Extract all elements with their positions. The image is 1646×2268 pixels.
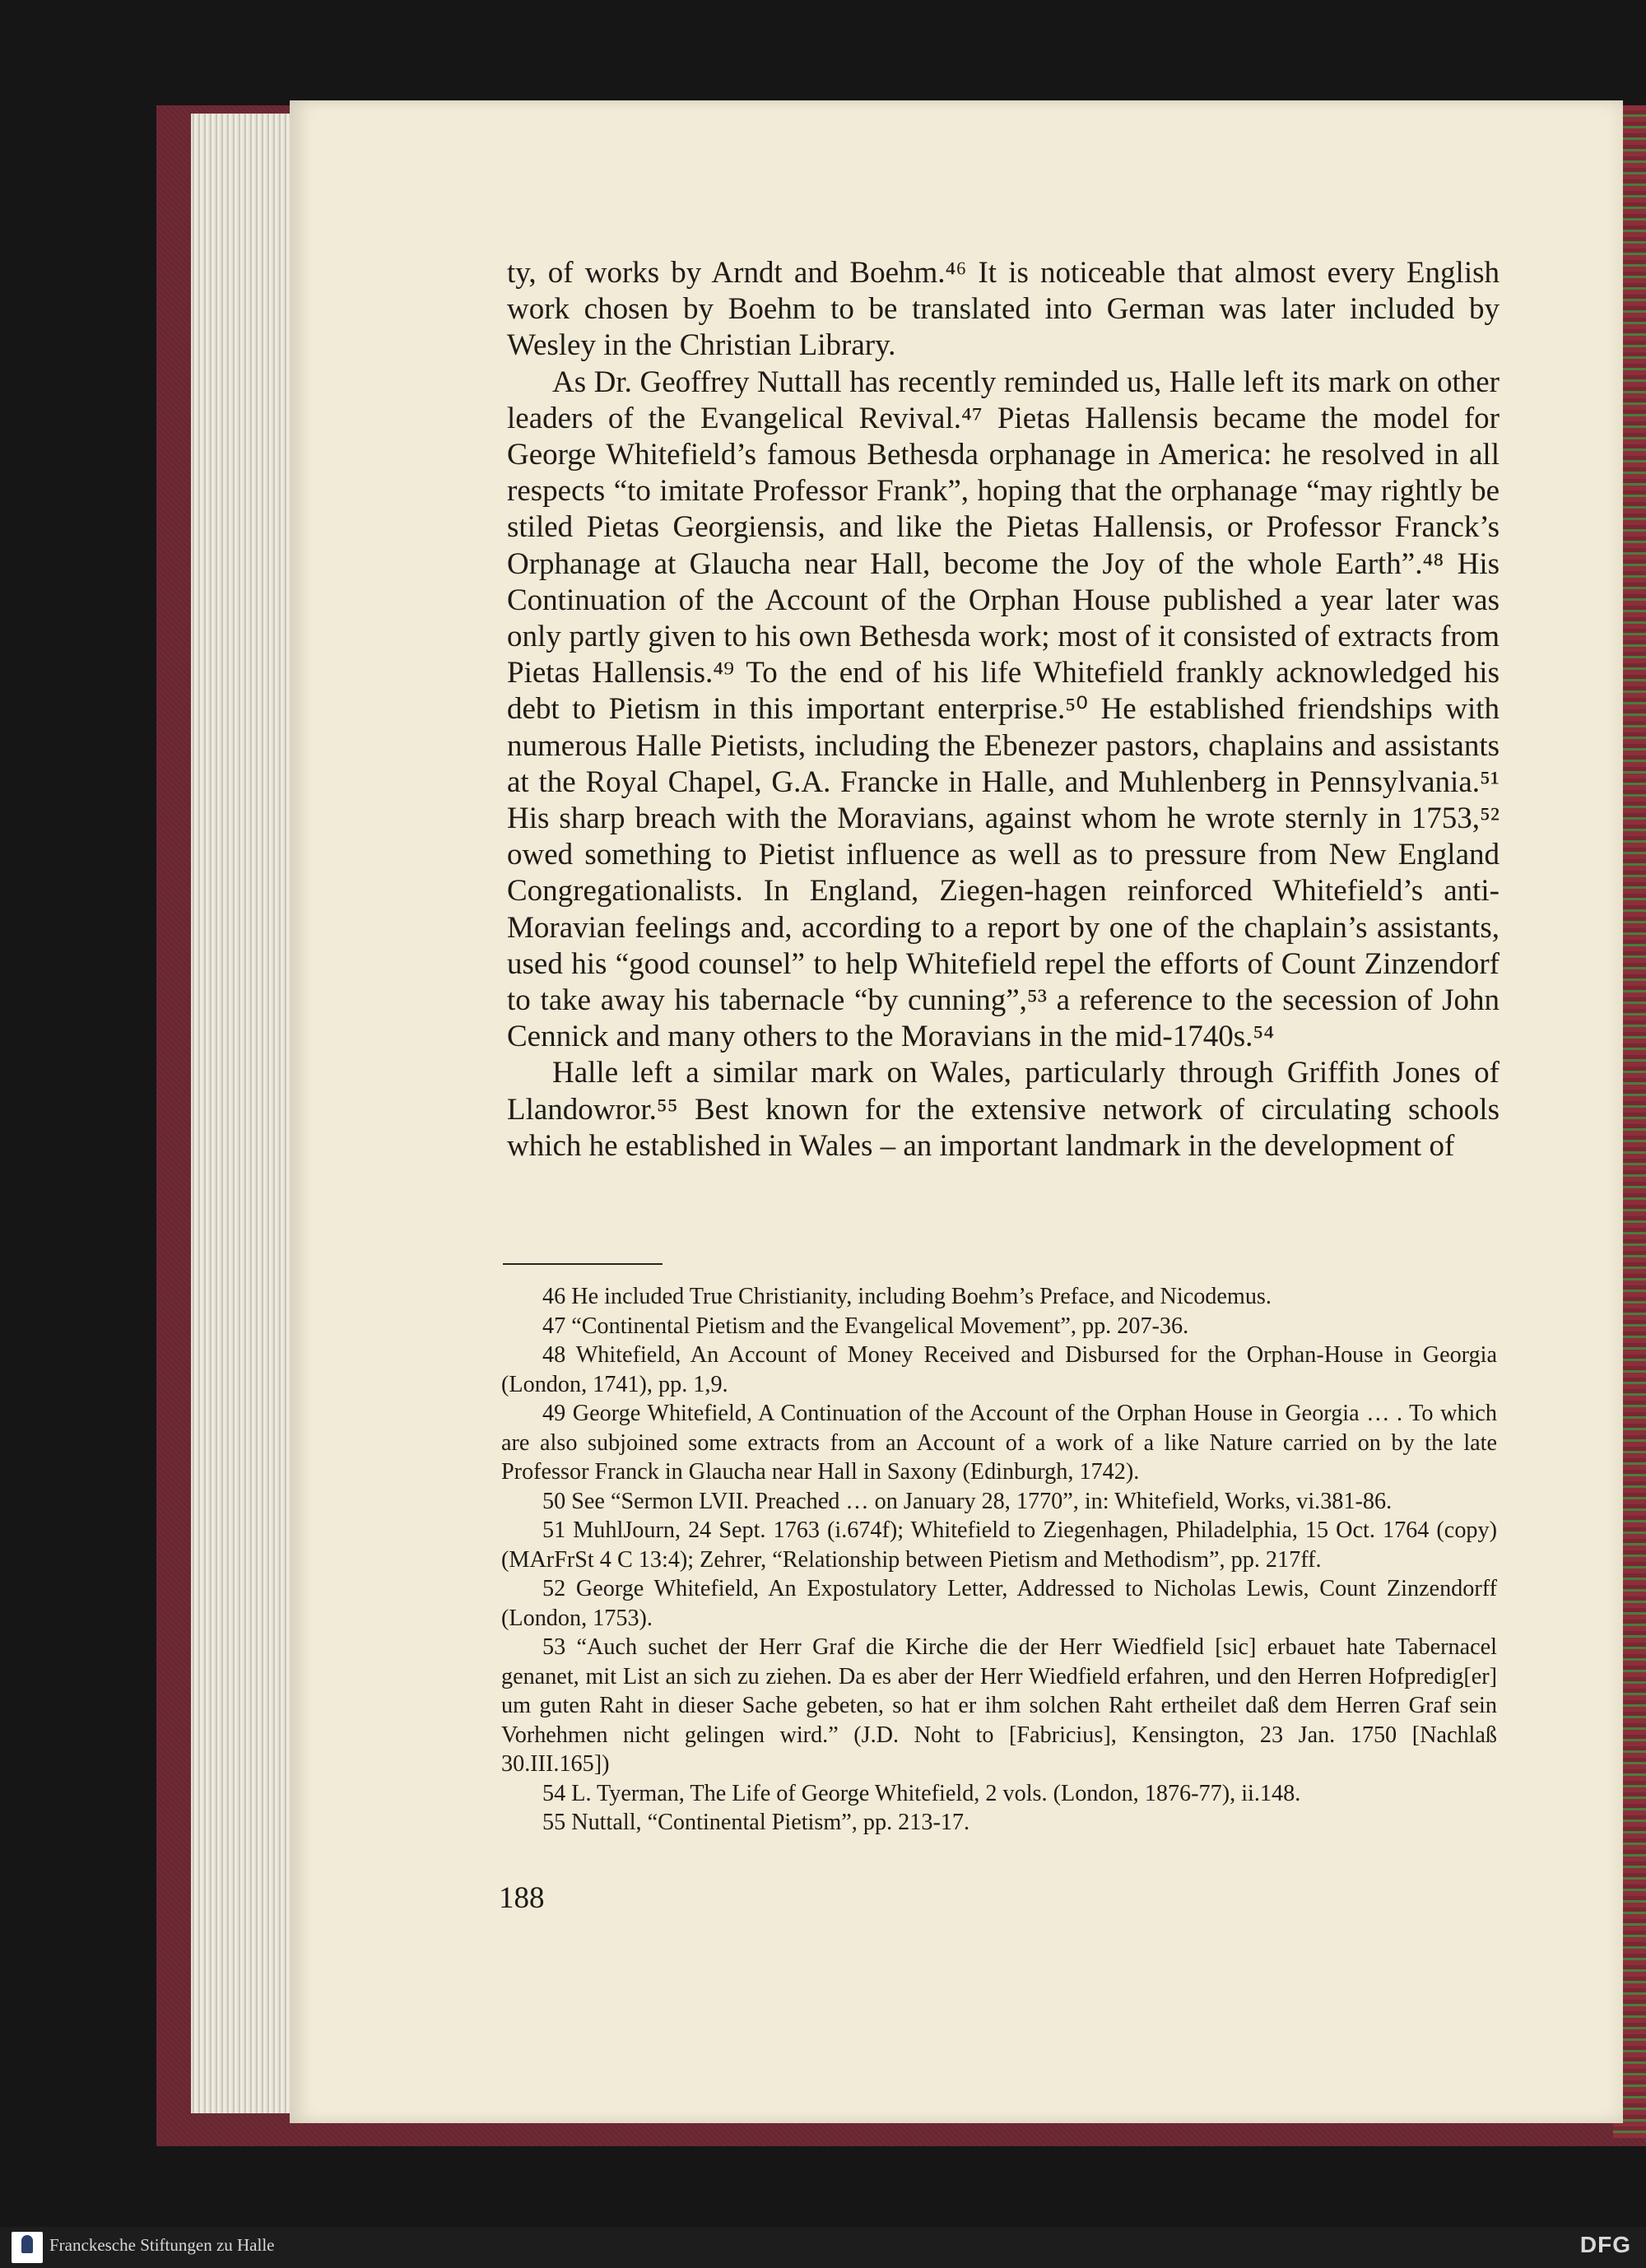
footnotes <box>501 1282 1497 1838</box>
footnote-49: 49 George Whitefield, A Continuation of the Account of the Orphan House in Georgia … . To which are also subjoined some extracts from an Account of a work of a like Nature carried on by the late Professor Franck in Glaucha near Hall in Saxony (Edinburgh, 1742). <box>501 1401 1497 1485</box>
paragraph-3: Halle left a similar mark on Wales, particularly through Griffith Jones of Llandowror.⁵⁵ Best known for the extensive network of circulating schools which he established in Wales – an important landmark in the development of <box>507 1056 1500 1163</box>
institution-label: Franckesche Stiftungen zu Halle <box>49 2235 275 2255</box>
footnote-51: 51 MuhlJourn, 24 Sept. 1763 (i.674f); Whitefield to Ziegenhagen, Philadelphia, 15 Oct. 1764 (copy) (MArFrSt 4 C 13:4); Zehrer, “Relationship between Pietism and Methodism”, pp. 217ff. <box>501 1517 1497 1573</box>
body-text <box>507 255 1500 1164</box>
paragraph-2: As Dr. Geoffrey Nuttall has recently reminded us, Halle left its mark on other leaders of the Evangelical Revival.⁴⁷ Pietas Hallensis became the model for George Whitefield’s famous Bethesda orphanage in America: he resolved in all respects “to imitate Professor Frank”, hoping that the orphanage “may rightly be stiled Pietas Georgiensis, and like the Pietas Hallensis, or Professor Franck’s Orphanage at Glaucha near Hall, become the Joy of the whole Earth”.⁴⁸ His Continuation of the Account of the Orphan House published a year later was only partly given to his own Bethesda work; most of it consisted of extracts from Pietas Hallensis.⁴⁹ To the end of his life Whitefield frankly acknowledged his debt to Pietism in this important enterprise.⁵⁰ He established friendships with numerous Halle Pietists, including the Ebenezer pastors, chaplains and assistants at the Royal Chapel, G.A. Francke in Halle, and Muhlenberg in Pennsylvania.⁵¹ His sharp breach with the Moravians, against whom he wrote sternly in 1753,⁵² owed something to Pietist influence as well as to pressure from New England Congregationalists. In England, Ziegen-hagen reinforced Whitefield’s anti-Moravian feelings and, according to a report by one of the chaplain’s assistants, used his “good counsel” to help Whitefield repel the efforts of Count Zinzendorf to take away his tabernacle “by cunning”,⁵³ a reference to the secession of John Cennick and many others to the Moravians in the mid-1740s.⁵⁴ <box>507 365 1500 1054</box>
page-number: 188 <box>499 1881 545 1915</box>
footnote-52: 52 George Whitefield, An Expostulatory Letter, Addressed to Nicholas Lewis, Count Zinzendorff (London, 1753). <box>501 1576 1497 1631</box>
footnote-47: 47 “Continental Pietism and the Evangelical Movement”, pp. 207-36. <box>542 1313 1189 1339</box>
footnote-55: 55 Nuttall, “Continental Pietism”, pp. 213-17. <box>542 1810 970 1835</box>
footnote-rule <box>503 1263 663 1265</box>
footnote-46: 46 He included True Christianity, including Boehm’s Preface, and Nicodemus. <box>542 1284 1272 1309</box>
footnote-53: 53 “Auch suchet der Herr Graf die Kirche die der Herr Wiedfield [sic] erbauet hate Tabernacel genanet, mit List an sich zu ziehen. Da es aber der Herr Wiedfield erfahren, und den Herren Hofpredig[er] um guten Raht in dieser Sache gebeten, so hat er ihm solchen Raht ertheilet daß dem Herren Graf sein Vorhehmen nicht gelingen wird.” (J.D. Noht to [Fabricius], Kensington, 23 Jan. 1750 [Nachlaß 30.III.165]) <box>501 1634 1497 1777</box>
institution-logo-icon[interactable] <box>12 2232 43 2263</box>
footnote-48: 48 Whitefield, An Account of Money Received and Disbursed for the Orphan-House in Georgia (London, 1741), pp. 1,9. <box>501 1342 1497 1397</box>
dfg-logo[interactable]: DFG <box>1579 2232 1631 2257</box>
paragraph-1: ty, of works by Arndt and Boehm.⁴⁶ It is noticeable that almost every English work chosen by Boehm to be translated into German was later included by Wesley in the Christian Library. <box>507 256 1500 363</box>
footnote-54: 54 L. Tyerman, The Life of George Whitefield, 2 vols. (London, 1876-77), ii.148. <box>542 1780 1301 1806</box>
footnote-50: 50 See “Sermon LVII. Preached … on January 28, 1770”, in: Whitefield, Works, vi.381-86. <box>542 1488 1393 1514</box>
page-edges <box>191 114 296 2113</box>
